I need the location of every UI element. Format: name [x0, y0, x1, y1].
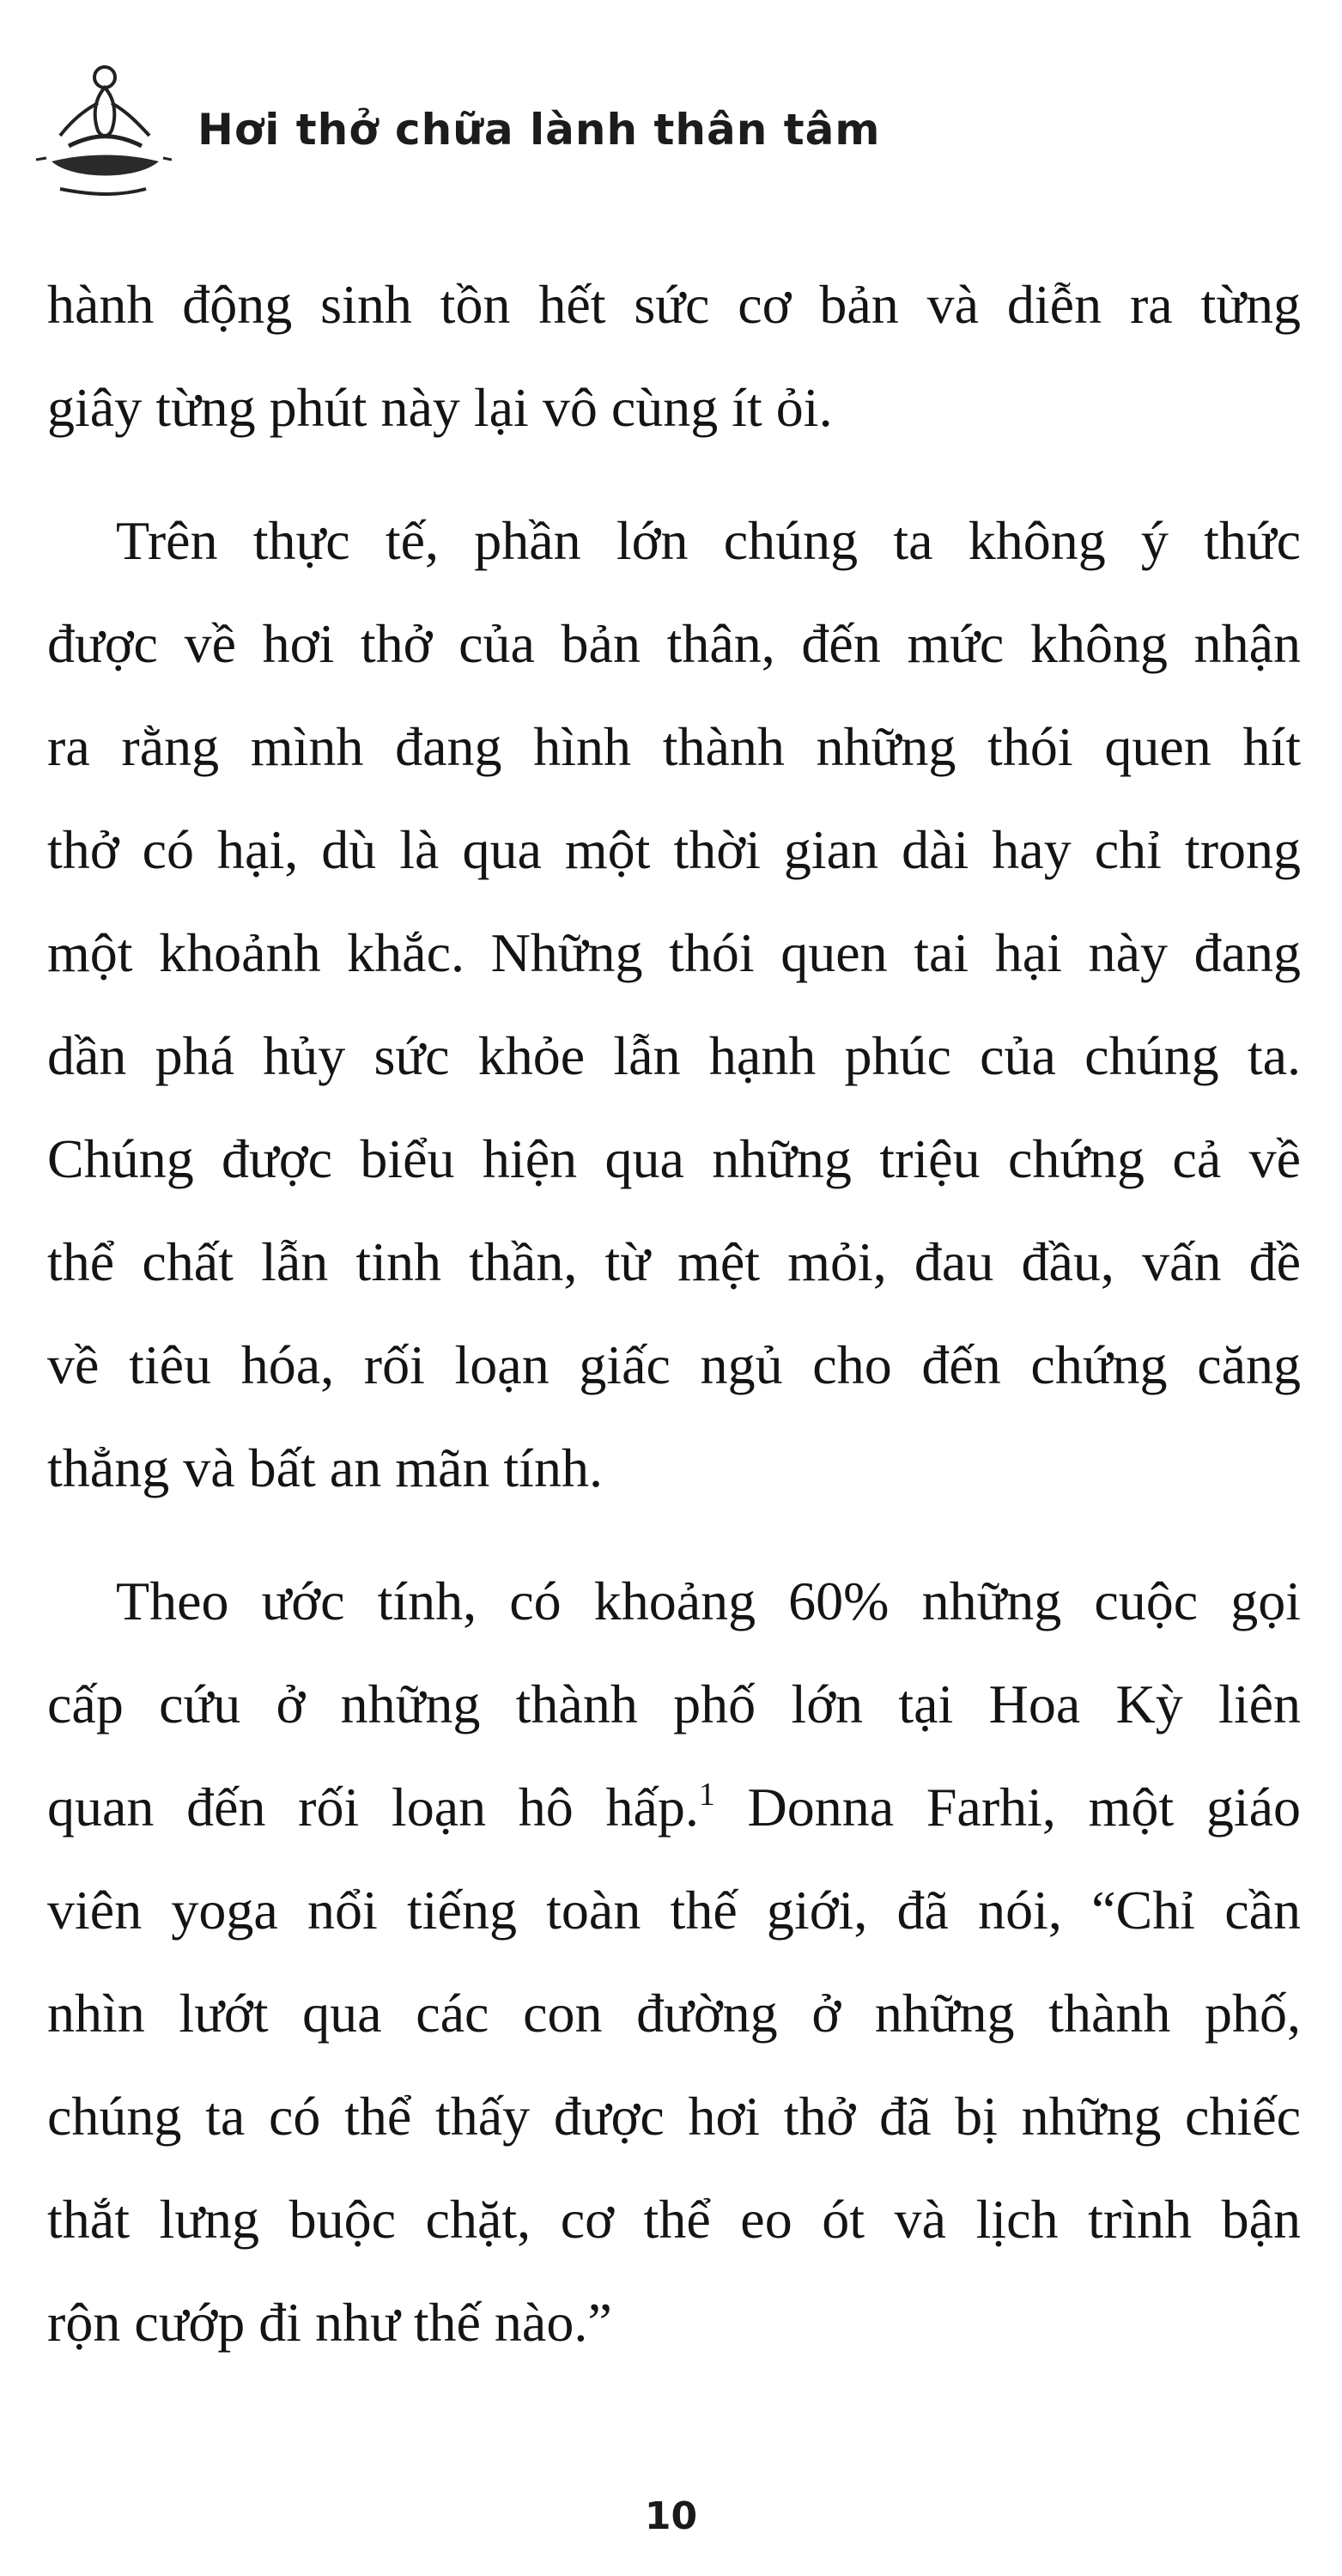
text-line: một khoảnh khắc. Những thói quen tai hại này đang — [47, 922, 1301, 983]
text-line: giây từng phút này lại vô cùng ít ỏi. — [47, 377, 833, 438]
text-line: được về hơi thở của bản thân, đến mức không nhận — [47, 613, 1301, 674]
text-line: rộn cướp đi như thế nào.” — [47, 2292, 612, 2353]
text-segment: Donna Farhi, một giáo — [714, 1777, 1302, 1838]
text-line: chúng ta có thể thấy được hơi thở đã bị những chiếc — [47, 2086, 1301, 2147]
body-text — [47, 253, 1301, 2374]
page-number: 10 — [644, 2494, 698, 2538]
text-line: Chúng được biểu hiện qua những triệu chứng cả về — [47, 1128, 1301, 1189]
text-line: thở có hại, dù là qua một thời gian dài hay chỉ trong — [47, 819, 1301, 880]
meditation-figure-icon — [34, 52, 172, 197]
text-line: hành động sinh tồn hết sức cơ bản và diễn ra từng — [47, 274, 1301, 335]
text-line: Trên thực tế, phần lớn chúng ta không ý thức — [116, 510, 1301, 571]
text-line: Theo ước tính, có khoảng 60% những cuộc gọi — [116, 1571, 1301, 1631]
text-line: thắt lưng buộc chặt, cơ thể eo ót và lịch trình bận — [47, 2189, 1301, 2250]
text-line-with-footnote — [47, 1756, 1301, 1859]
page-header — [34, 52, 1305, 197]
text-line: viên yoga nổi tiếng toàn thế giới, đã nói, “Chỉ cần — [47, 1880, 1301, 1941]
paragraph-2 — [47, 489, 1301, 1520]
running-title: Hơi thở chữa lành thân tâm — [197, 105, 881, 155]
footnote-marker[interactable]: 1 — [698, 1777, 715, 1813]
text-segment: quan đến rối loạn hô hấp. — [47, 1777, 699, 1838]
text-line: thể chất lẫn tinh thần, từ mệt mỏi, đau đầu, vấn đề — [47, 1231, 1301, 1292]
paragraph-1 — [47, 253, 1301, 459]
text-line: nhìn lướt qua các con đường ở những thành phố, — [47, 1983, 1301, 2044]
text-line: thẳng và bất an mãn tính. — [47, 1437, 603, 1498]
text-line: dần phá hủy sức khỏe lẫn hạnh phúc của chúng ta. — [47, 1025, 1301, 1086]
text-line: về tiêu hóa, rối loạn giấc ngủ cho đến chứng căng — [47, 1334, 1301, 1395]
text-line: cấp cứu ở những thành phố lớn tại Hoa Kỳ liên — [47, 1674, 1301, 1735]
text-line: ra rằng mình đang hình thành những thói quen hít — [47, 716, 1301, 777]
paragraph-3 — [47, 1550, 1301, 2374]
